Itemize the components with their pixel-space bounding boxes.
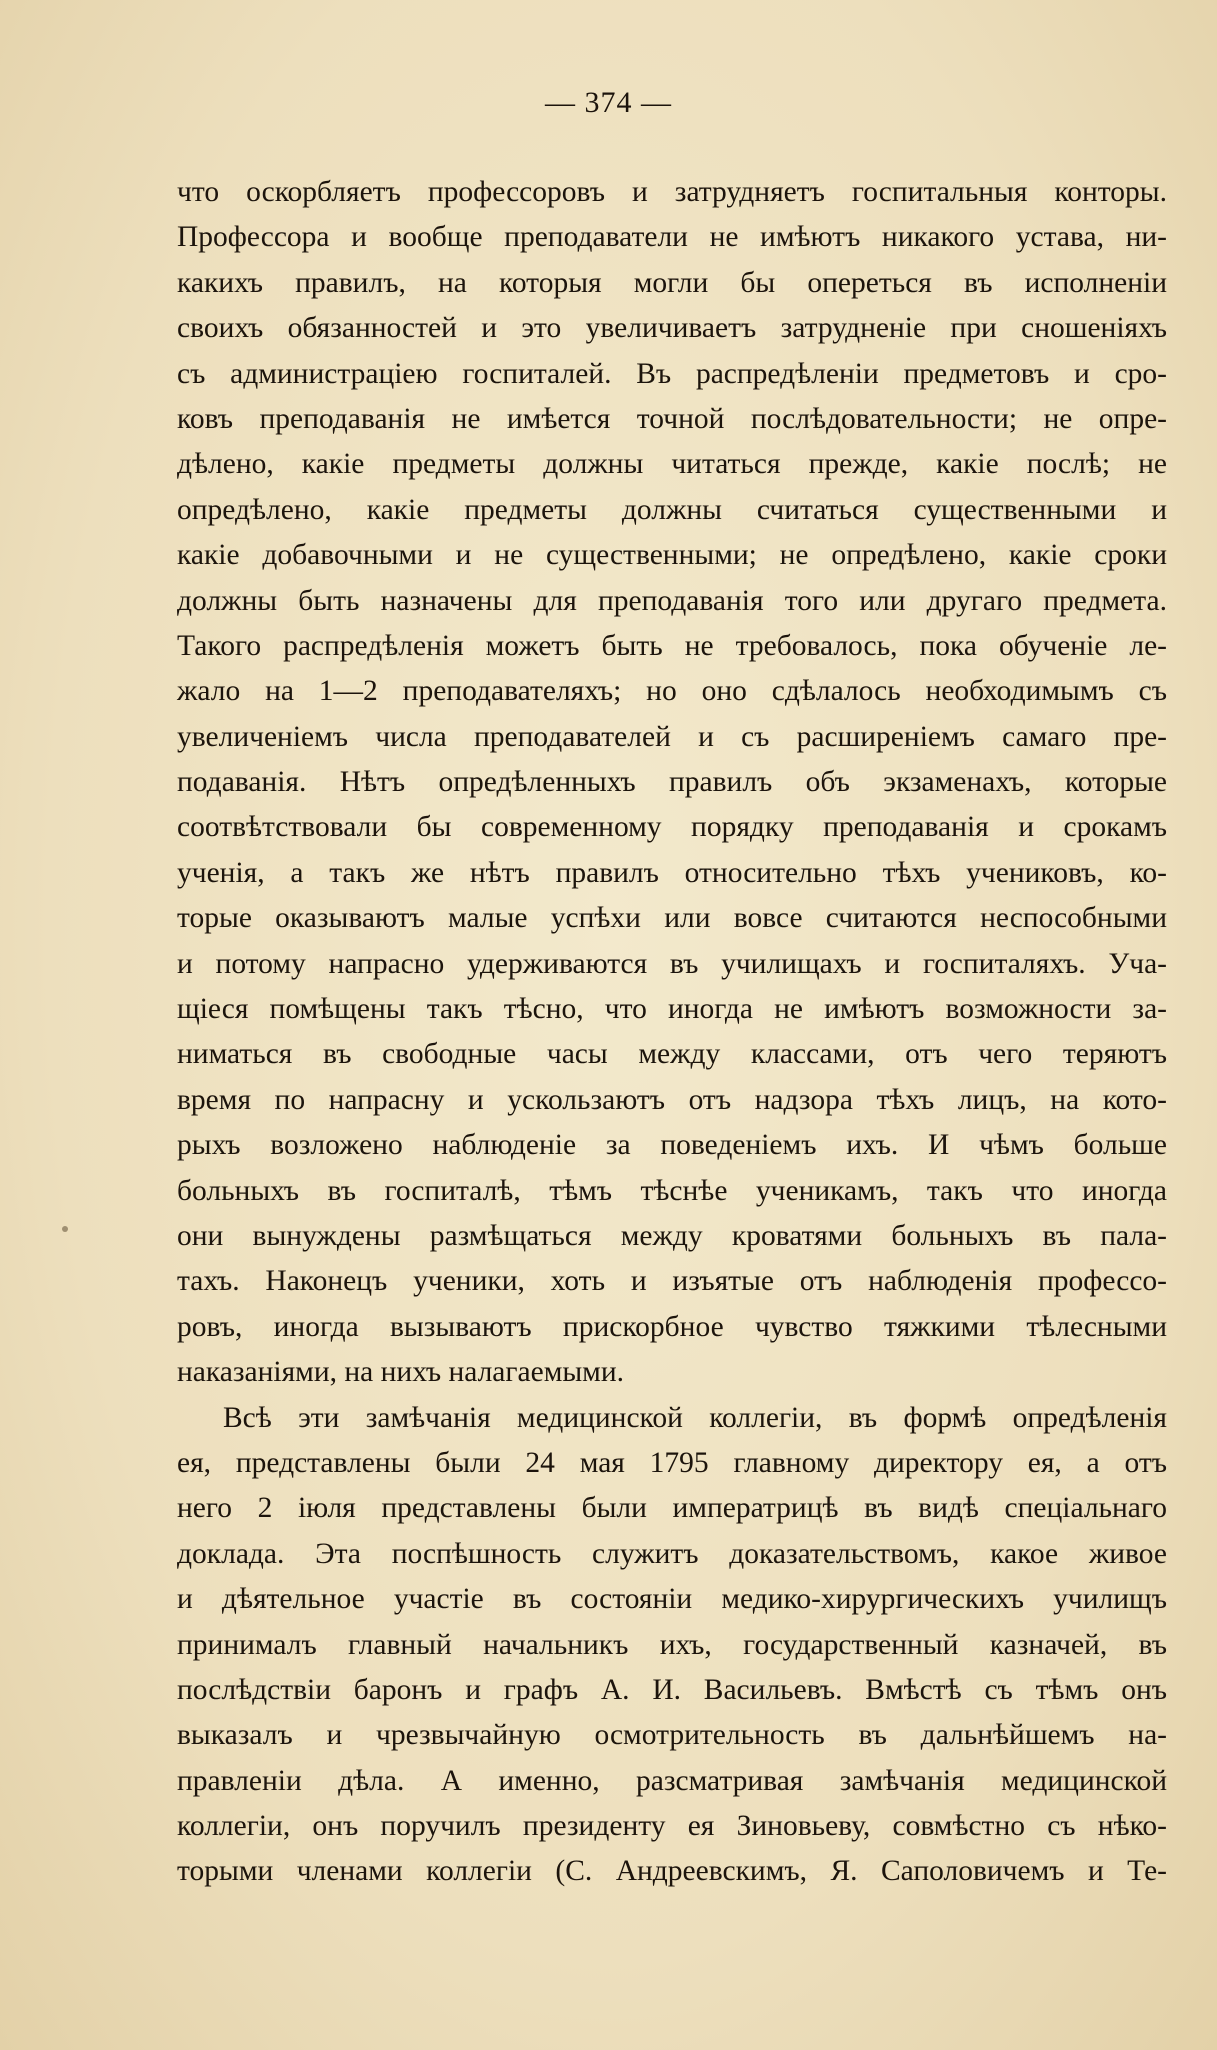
text-line: съ администраціею госпиталей. Въ распредѣленіи предметовъ и сро- [177, 357, 1167, 390]
text-line: какихъ правилъ, на которыя могли бы опереться въ исполненіи [177, 266, 1167, 299]
text-line: и потому напрасно удерживаются въ училищахъ и госпиталяхъ. Уча- [177, 947, 1167, 980]
text-line: увеличеніемъ числа преподавателей и съ расширеніемъ самаго пре- [177, 720, 1167, 753]
text-line: ровъ, иногда вызываютъ прискорбное чувство тяжкими тѣлесными [177, 1310, 1167, 1343]
text-line: ниматься въ свободные часы между классами, отъ чего теряютъ [177, 1038, 1167, 1071]
paragraph [177, 1396, 1167, 1895]
page-number: — 374 — [545, 86, 672, 119]
text-line: торые оказываютъ малые успѣхи или вовсе считаются неспособными [177, 902, 1167, 935]
paragraph [177, 170, 1167, 1396]
text-line: Профессора и вообще преподаватели не имѣютъ никакого устава, ни- [177, 221, 1167, 254]
text-line: доклада. Эта поспѣшность служитъ доказательствомъ, какое живое [177, 1537, 1167, 1570]
body-text [177, 170, 1167, 1895]
text-line: рыхъ возложено наблюденіе за поведеніемъ ихъ. И чѣмъ больше [177, 1129, 1167, 1162]
text-line: тахъ. Наконецъ ученики, хоть и изъятые отъ наблюденія профессо- [177, 1265, 1167, 1298]
text-line: ковъ преподаванія не имѣется точной послѣдовательности; не опре- [177, 402, 1167, 435]
text-line: послѣдствіи баронъ и графъ А. И. Васильевъ. Вмѣстѣ съ тѣмъ онъ [177, 1673, 1167, 1706]
text-line: какіе добавочными и не существенными; не опредѣлено, какіе сроки [177, 539, 1167, 572]
text-line: больныхъ въ госпиталѣ, тѣмъ тѣснѣе ученикамъ, такъ что иногда [177, 1174, 1167, 1207]
text-line: выказалъ и чрезвычайную осмотрительность въ дальнѣйшемъ на- [177, 1719, 1167, 1752]
text-line: и дѣятельное участіе въ состояніи медико-хирургическихъ училищъ [177, 1583, 1167, 1616]
text-line: торыми членами коллегіи (С. Андреевскимъ, Я. Саполовичемъ и Те- [177, 1855, 1167, 1888]
text-line: правленіи дѣла. А именно, разсматривая замѣчанія медицинской [177, 1764, 1167, 1797]
text-line: они вынуждены размѣщаться между кроватями больныхъ въ пала- [177, 1219, 1167, 1252]
text-line: своихъ обязанностей и это увеличиваетъ затрудненіе при сношеніяхъ [177, 312, 1167, 345]
text-line: принималъ главный начальникъ ихъ, государственный казначей, въ [177, 1628, 1167, 1661]
text-line: подаванія. Нѣтъ опредѣленныхъ правилъ объ экзаменахъ, которые [177, 766, 1167, 799]
paper-spot [62, 1226, 68, 1232]
text-line: Такого распредѣленія можетъ быть не требовалось, пока обученіе ле- [177, 629, 1167, 662]
text-line: него 2 іюля представлены были императрицѣ въ видѣ спеціальнаго [177, 1492, 1167, 1525]
text-line: жало на 1—2 преподавателяхъ; но оно сдѣлалось необходимымъ съ [177, 675, 1167, 708]
text-line: что оскорбляетъ профессоровъ и затрудняетъ госпитальныя конторы. [177, 176, 1167, 208]
text-line: время по напрасну и ускользаютъ отъ надзора тѣхъ лицъ, на кото- [177, 1083, 1167, 1116]
text-line: Всѣ эти замѣчанія медицинской коллегіи, въ формѣ опредѣленія [223, 1401, 1167, 1434]
text-line: наказаніями, на нихъ налагаемыми. [177, 1356, 625, 1389]
text-line: должны быть назначены для преподаванія того или другаго предмета. [177, 584, 1167, 617]
text-line: щіеся помѣщены такъ тѣсно, что иногда не имѣютъ возможности за- [177, 993, 1167, 1026]
text-line: ученія, а такъ же нѣтъ правилъ относительно тѣхъ учениковъ, ко- [177, 856, 1167, 889]
text-line: ея, представлены были 24 мая 1795 главному директору ея, а отъ [177, 1446, 1167, 1479]
text-line: коллегіи, онъ поручилъ президенту ея Зиновьеву, совмѣстно съ нѣко- [177, 1810, 1167, 1843]
text-line: опредѣлено, какіе предметы должны считаться существенными и [177, 493, 1167, 526]
text-line: дѣлено, какіе предметы должны читаться прежде, какіе послѣ; не [177, 448, 1167, 481]
text-line: соотвѣтствовали бы современному порядку преподаванія и срокамъ [177, 811, 1167, 844]
